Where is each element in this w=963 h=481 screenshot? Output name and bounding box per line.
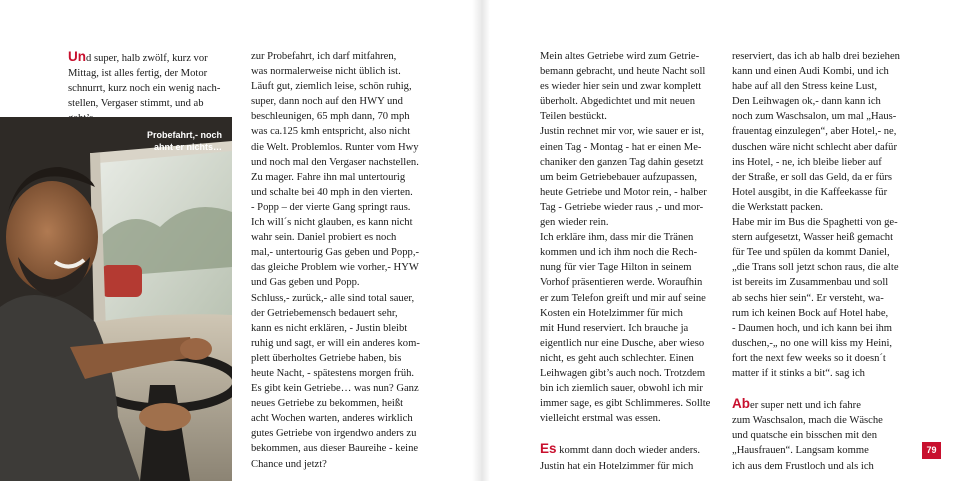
book-gutter: [472, 0, 490, 481]
photo-caption: Probefahrt,- noch ahnt er nichts…: [146, 130, 222, 152]
left-column-intro-text: d super, halb zwölf, kurz vor Mittag, ist alles fertig, der Motor schnurrt, kurz noch ein wenig nach- stellen, Vergaser stimmt, und ab: [68, 53, 221, 110]
dropcap-un: Un: [68, 49, 86, 64]
right-column-1-text-top: Mein altes Getriebe wird zum Getrie- bemann gebracht, und heute Nacht soll es wieder hier sein und zwar komplett überholt. Abgedichtet und mit neuen Teilen bestückt. Justin rechnet mir vor, wie sauer er ist, einen Tag - Montag - hat er einen Me- chaniker den ganzen Tag dahin gesetzt um beim Getriebebauer aufzupassen, heute Getriebe und Motor rein, - halber Tag - Getriebe wieder raus ,- und mor- gen wieder rein. Ich erkläre ihm, dass mir die Tränen kommen und ich ihm noch die Rech- nung für vier Tage Hilton in seinem Vorhof präsentieren werde. Woraufhin er zum Telefon greift und mir auf seine Kosten ein Hotelzimmer für mich mit Hund reserviert. Ich brauche ja eigentlich nur eine Dusche, aber wieso nicht, es geht auch schlechter. Einen Leihwagen gibt’s auch noch. Trotzdem bin ich ziemlich sauer, obwohl ich mir immer sage, es gibt Schlimmeres. Sollte vielleicht erstmal was essen.: [540, 51, 711, 425]
right-column-2-text-top: reserviert, das ich ab halb drei beziehen kann und einen Audi Kombi, und ich habe auf all den Stress keine Lust, Den Leihwagen ok,- dann kann ich noch zum Waschsalon, um mal „Haus- frauentag einzulegen“, aber Hotel,- ne, duschen wäre nicht schlecht aber dafür ins Hotel, - ne, ich bleibe lieber auf der Straße, er soll das Geld, da er fürs Hotel ausgibt, in die Kaffeekasse für die Werkstatt packen. Habe mir im Bus die Spaghetti von ge- stern aufgesetzt, Wasser heiß gemacht für Tee und spülen da kommt Daniel, „die Trans soll jetzt schon raus, die alte ist bereits im Zusammenbau und soll ab sechs hier sein“. Er versteht, wa- rum ich keinen Bock auf Hotel habe, - Daumen hoch, und ich kann bei ihm duschen,-„ no one will kiss my Heini, fort the next few weeks so it doesn´t matter if it stinks a bit“. sag ich: [732, 51, 900, 379]
left-column-main: zur Probefahrt, ich darf mitfahren, was normalerweise nicht üblich ist. Läuft gut, ziemlich leise, schön ruhig, super, dann noch auf den HWY und beschleunigen, 65 mph dann, 70 mph was ca.125 kmh entspricht, also nicht die Welt. Problemlos. Runter vom Hwy und noch mal den Vergaser nachstellen. Zu mager. Fahre ihn mal untertourig und schalte bei 40 mph in den vierten. - Popp – der vierte Gang springt raus. Ich will´s nicht glauben, es kann nicht wahr sein. Daniel probiert es noch mal,- untertourig Gas geben und Popp,- das gleiche Problem wie vorher,- HYW und Gas geben und Popp. Schluss,- zurück,- alle sind total sauer, der Getriebemensch bedauert sehr, kann es nicht erklären, - Justin bleibt ruhig und sagt, er will ein anderes kom- plett überholtes Getriebe haben, bis heute Nacht, - spätestens morgen früh. Es gibt kein Getriebe… was nun? Ganz neues Getriebe zu bekommen, heißt acht Wochen warten, anderes wirklich gutes Getriebe von irgendwo anders zu bekommen, aus dieser Baureihe - keine Chance und jetzt?: [251, 51, 420, 470]
right-column-1: [540, 49, 720, 474]
dropcap-es: Es: [540, 441, 557, 457]
right-column-2-text-bottom: er super nett und ich fahre zum Waschsalon, mach die Wäsche und quatsche ein bisschen mit den „Hausfrauen“. Langsam komme ich aus dem Frustloch und als ich: [732, 400, 883, 472]
dropcap-ab: Ab: [732, 396, 750, 412]
left-column-intro: [68, 49, 228, 126]
right-column-2: [732, 49, 922, 474]
page-number: 79: [922, 442, 941, 459]
left-page: [0, 0, 472, 481]
photo-driver-illustration: [0, 117, 232, 481]
right-column-1-text-bottom: kommt dann doch wieder anders. Justin hat ein Hotelzimmer für mich: [540, 445, 701, 472]
photo-driver: [0, 117, 232, 481]
